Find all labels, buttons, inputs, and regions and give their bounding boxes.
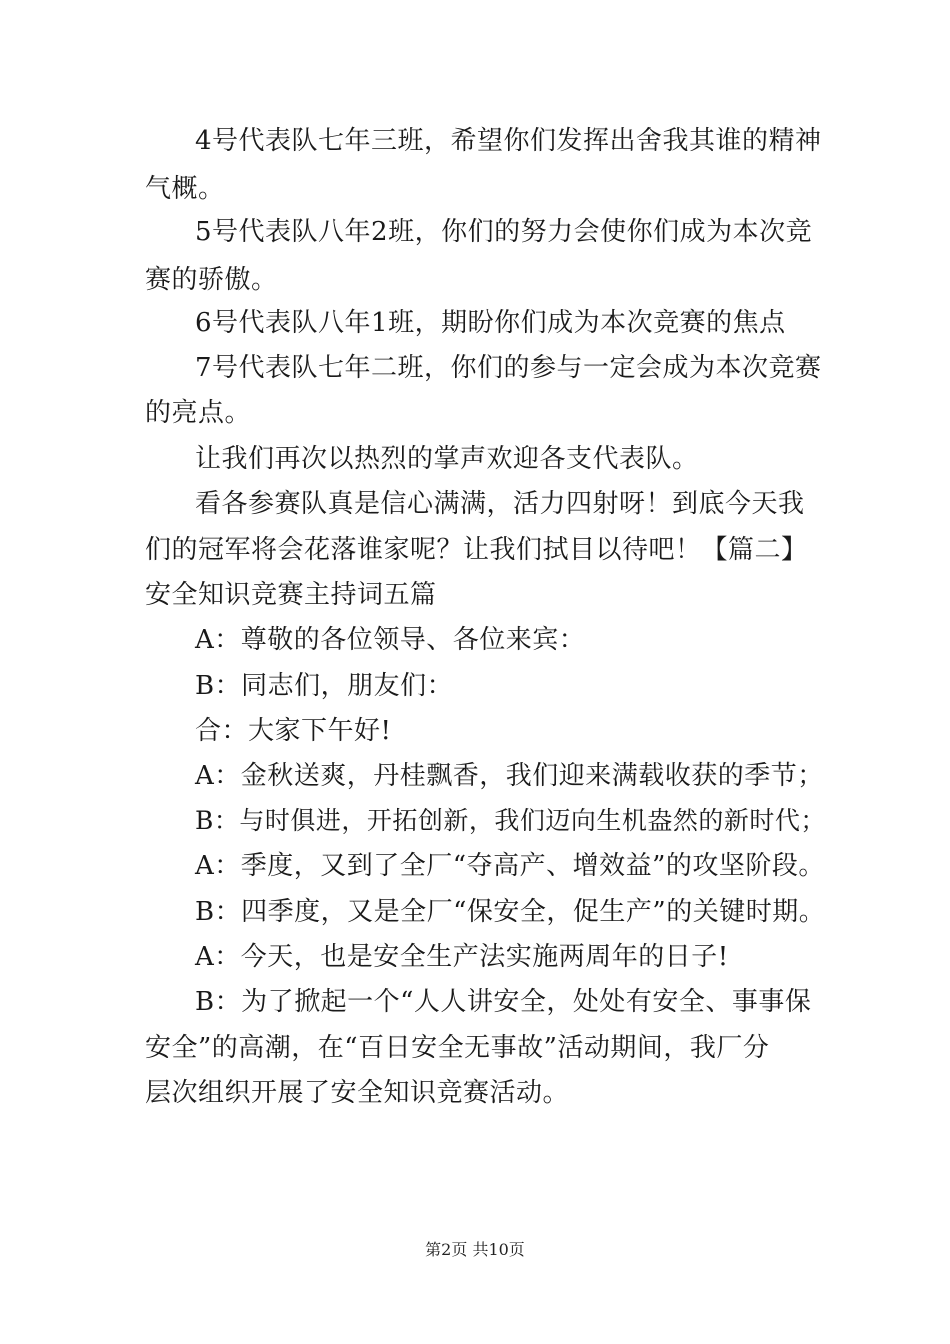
paragraph-line: 4号代表队七年三班，希望你们发挥出舍我其谁的精神: [195, 126, 822, 156]
page-number-footer: 第2页 共10页: [425, 1240, 525, 1259]
paragraph-line: B：同志们，朋友们：: [195, 671, 454, 701]
paragraph-line: B：与时俱进，开拓创新，我们迈向生机盎然的新时代；: [195, 806, 826, 835]
paragraph-line: A：季度，又到了全厂“夺高产、增效益”的攻坚阶段。: [195, 851, 825, 881]
paragraph-line: 看各参赛队真是信心满满，活力四射呀！到底今天我: [195, 489, 805, 519]
paragraph-line: 们的冠军将会花落谁家呢？让我们拭目以待吧！【篇二】: [145, 535, 808, 565]
paragraph-line: 7号代表队七年二班，你们的参与一定会成为本次竞赛: [195, 353, 822, 383]
paragraph-line: B：四季度，又是全厂“保安全，促生产”的关键时期。: [195, 897, 826, 927]
paragraph-line: B：为了掀起一个“人人讲安全，处处有安全、事事保: [195, 987, 812, 1017]
paragraph-line: 5号代表队八年2班，你们的努力会使你们成为本次竞: [195, 217, 813, 247]
paragraph-line: A：今天，也是安全生产法实施两周年的日子!: [195, 942, 729, 972]
paragraph-line: 让我们再次以热烈的掌声欢迎各支代表队。: [195, 444, 699, 474]
paragraph-line: 6号代表队八年1班，期盼你们成为本次竞赛的焦点: [195, 308, 786, 338]
paragraph-line: 的亮点。: [145, 398, 252, 428]
paragraph-line: 合：大家下午好!: [195, 716, 392, 746]
paragraph-line: 赛的骄傲。: [145, 265, 278, 295]
paragraph-line: 安全知识竞赛主持词五篇: [145, 580, 437, 610]
paragraph-line: 气概。: [145, 174, 225, 204]
paragraph-line: 安全”的高潮，在“百日安全无事故”活动期间，我厂分: [145, 1033, 770, 1063]
paragraph-line: 层次组织开展了安全知识竞赛活动。: [145, 1078, 570, 1108]
paragraph-line: A：金秋送爽，丹桂飘香，我们迎来满载收获的季节；: [195, 761, 824, 791]
paragraph-line: A：尊敬的各位领导、各位来宾：: [195, 625, 586, 655]
